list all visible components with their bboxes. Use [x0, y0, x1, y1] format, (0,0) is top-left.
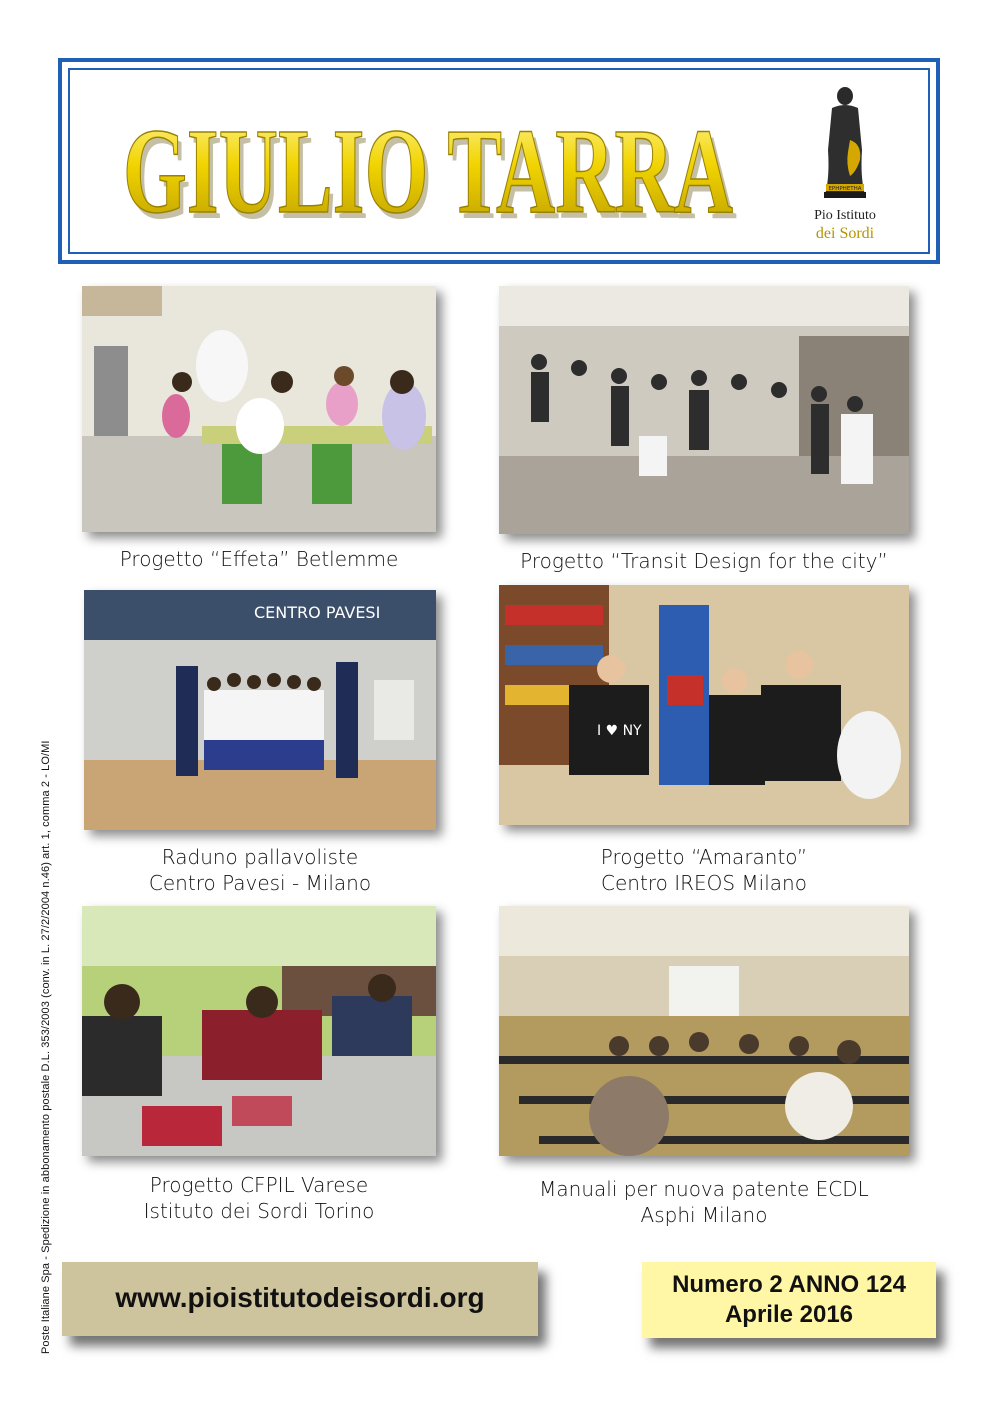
caption-cfpil: Progetto CFPIL Varese Istituto dei Sordi Torino: [143, 1173, 375, 1223]
website-link[interactable]: www.pioistitutodeisordi.org: [115, 1282, 485, 1313]
photo-cfpil: [82, 906, 436, 1156]
logo-text-line1: Pio Istituto: [814, 208, 876, 223]
logo-text-line2: dei Sordi: [815, 225, 875, 242]
issue-box: [642, 1262, 936, 1338]
photo-amaranto: [499, 585, 909, 825]
photo-ecdl: [499, 906, 909, 1156]
caption-volleyball: Raduno pallavoliste Centro Pavesi - Milano: [148, 845, 372, 895]
postal-notice: Poste Italiane Spa - Spedizione in abbonamento postale D.L. 353/2003 (conv. in L. 27/2/2004 n.46) art. 1, comma 2 - LO/MI: [40, 740, 52, 1354]
photo-volleyball: [84, 590, 436, 830]
caption-effeta: Progetto “Effeta” Betlemme: [119, 547, 399, 571]
caption-amaranto: Progetto “Amaranto” Centro IREOS Milano: [600, 845, 808, 895]
svg-text:I ♥ NY: I ♥ NY: [597, 723, 642, 739]
issue-number: Numero 2 ANNO 124: [672, 1271, 906, 1298]
institute-logo: [790, 80, 900, 252]
svg-text:CENTRO PAVESI: CENTRO PAVESI: [254, 603, 381, 622]
svg-text:GIULIO TARRA: GIULIO TARRA: [127, 110, 737, 242]
svg-text:EPHPHETHA: EPHPHETHA: [828, 186, 862, 192]
masthead-title-text: GIULIO TARRA: [123, 104, 733, 239]
caption-ecdl: Manuali per nuova patente ECDL Asphi Milano: [539, 1177, 869, 1227]
website-box: [62, 1262, 538, 1336]
masthead: [58, 58, 940, 264]
photo-effeta: [82, 286, 436, 532]
issue-date: Aprile 2016: [724, 1301, 854, 1328]
saint-statue-icon: [790, 80, 900, 208]
masthead-title: [110, 82, 750, 242]
photo-transit-design: [499, 286, 909, 534]
caption-transit-design: Progetto “Transit Design for the city”: [520, 549, 888, 573]
